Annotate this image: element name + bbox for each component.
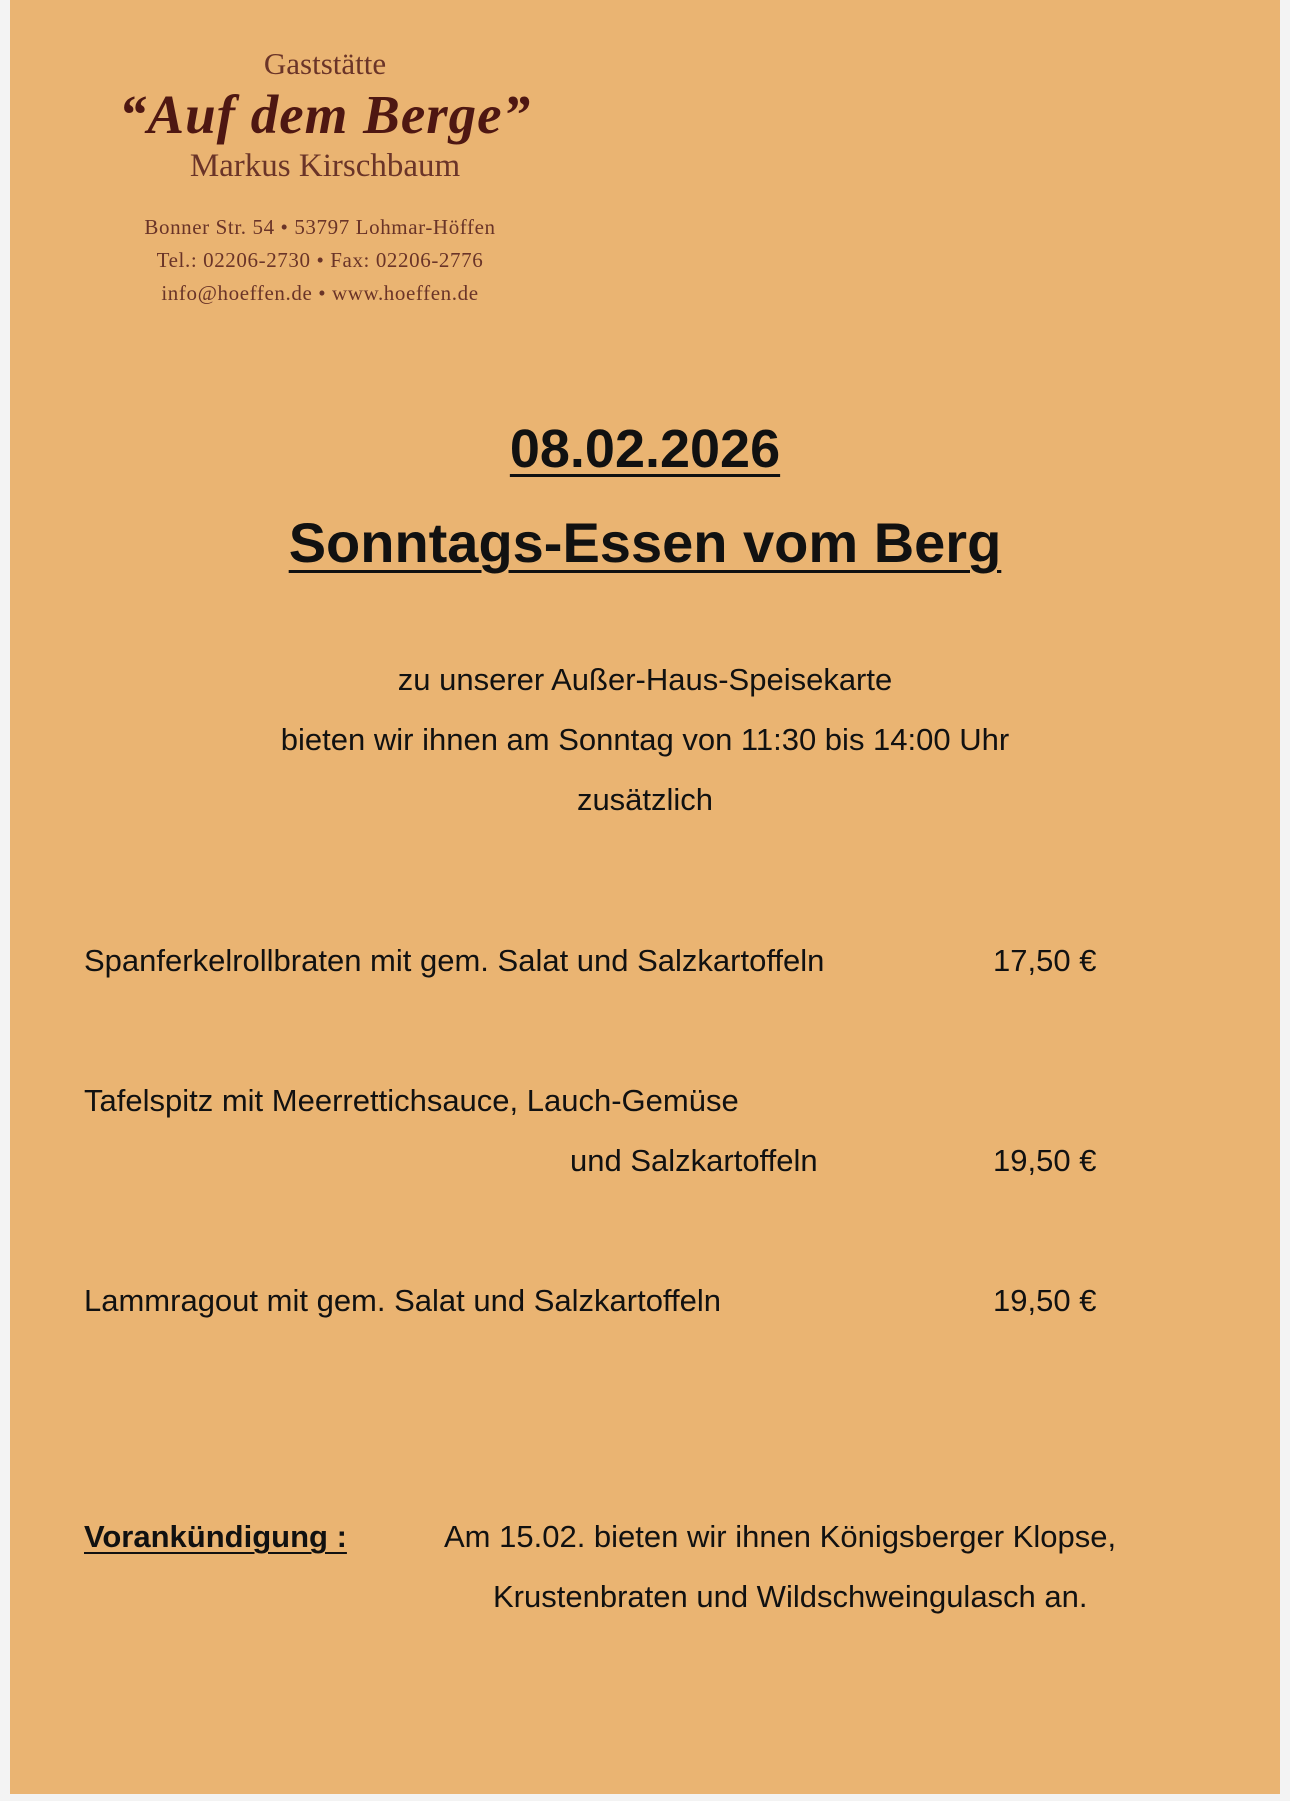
intro-line: zu unserer Außer-Haus-Speisekarte [397,662,893,697]
contact-block [90,211,550,310]
menu-page [10,0,1280,1794]
web-line: info@hoeffen.de • www.hoeffen.de [161,281,479,305]
announcement-label: Vorankündigung : [84,1519,347,1554]
owner-name: Markus Kirschbaum [189,148,461,184]
address-line: Bonner Str. 54 • 53797 Lohmar-Höffen [144,215,496,239]
announcement-text: Am 15.02. bieten wir ihnen Königsberger Klopse, [444,1519,1117,1554]
menu-title: Sonntags-Essen vom Berg [288,511,1002,574]
menu-item-dish-continued: und Salzkartoffeln [570,1143,818,1178]
menu-item-price: 17,50 € [993,943,1097,978]
business-type: Gaststätte [263,46,387,81]
menu-date: 08.02.2026 [509,419,781,479]
intro-line: bieten wir ihnen am Sonntag von 11:30 bis 14:00 Uhr [280,722,1010,757]
menu-item-price: 19,50 € [993,1283,1097,1318]
menu-item-dish: Tafelspitz mit Meerrettichsauce, Lauch-Gemüse [84,1083,739,1118]
phone-line: Tel.: 02206-2730 • Fax: 02206-2776 [156,248,484,272]
announcement-text: Krustenbraten und Wildschweingulasch an. [493,1579,1088,1614]
intro-text [10,650,1280,830]
intro-line: zusätzlich [576,782,714,817]
restaurant-logo [90,44,560,186]
restaurant-name: “Auf dem Berge” [118,84,532,145]
menu-item-price: 19,50 € [993,1143,1097,1178]
menu-item-dish: Spanferkelrollbraten mit gem. Salat und Salzkartoffeln [84,943,825,978]
menu-item-dish: Lammragout mit gem. Salat und Salzkartoffeln [84,1283,721,1318]
